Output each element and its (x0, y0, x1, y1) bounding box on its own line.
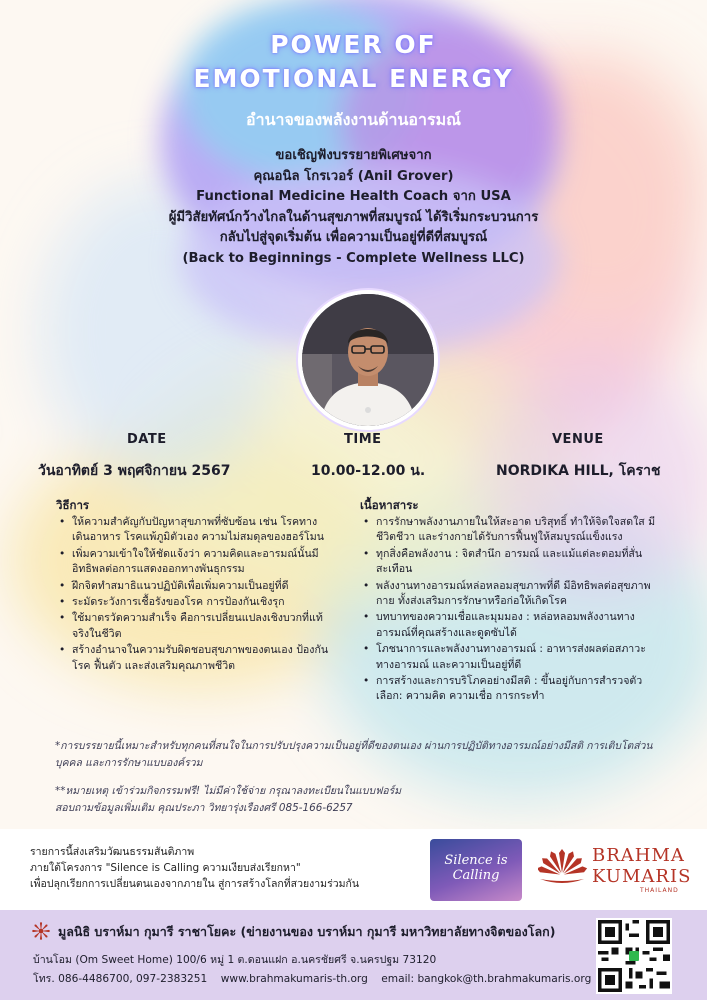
lotus-icon (32, 922, 50, 940)
intro-line: คุณอนิล โกรเวอร์ (Anil Grover) (253, 168, 454, 184)
logo-line: BRAHMA (592, 845, 685, 866)
venue-value: NORDIKA HILL, โคราช (496, 463, 661, 479)
methods-list (56, 515, 332, 675)
list-item: • พลังงานทางอารมณ์หล่อหลอมสุขภาพที่ดี มีอิทธิพลต่อสุขภาพกาย ทั้งส่งเสริมการรักษาหรือก่อให้เกิดโรค (360, 579, 660, 610)
list-item: • การรักษาพลังงานภายในให้สะอาด บริสุทธิ์ ทำให้จิตใจสดใส มีชีวิตชีวา และร่างกายได้รับการฟื้นฟูให้สมบูรณ์แข็งแรง (360, 515, 660, 546)
thumb-line: Silence is (444, 853, 508, 868)
brahma-kumaris-wordmark (592, 845, 691, 887)
sponsor-band (0, 829, 707, 910)
intro-line: Functional Medicine Health Coach จาก USA (196, 189, 511, 205)
list-item: • บทบาทของความเชื่อและมุมมอง : หล่อหลอมพลังงานทางอารมณ์ที่คุณสร้างและดูดซับได้ (360, 610, 660, 641)
contents-heading: เนื้อหาสาระ (360, 498, 419, 512)
speaker-portrait-image (302, 294, 434, 426)
footer-org-name: มูลนิธิ บราห์มา กุมารี ราชาโยคะ (ข่ายงานของ บราห์มา กุมารี มหาวิทยาลัยทางจิตของโลก) (58, 924, 556, 939)
speaker-photo (298, 290, 438, 430)
list-item: • ฝึกจิตทำสมาธิแนวปฏิบัติเพื่อเพิ่มความเป็นอยู่ที่ดี (56, 579, 332, 594)
intro-line: ขอเชิญฟังบรรยายพิเศษจาก (275, 148, 432, 163)
time-value: 10.00-12.00 น. (311, 463, 426, 479)
date-value: วันอาทิตย์ 3 พฤศจิกายน 2567 (38, 463, 231, 479)
footer-contact[interactable]: โทร. 086-4486700, 097-2383251 www.brahmakumaris-th.org email: bangkok@th.brahmakumaris.org (33, 973, 592, 985)
poster-title-line2: EMOTIONAL ENERGY (193, 64, 514, 93)
list-item: • โภชนาการและพลังงานทางอารมณ์ : อาหารส่งผลต่อสภาวะทางอารมณ์ และความเป็นอยู่ที่ดี (360, 642, 660, 673)
qr-code[interactable] (596, 918, 672, 994)
poster-title-line1: POWER OF (270, 30, 437, 59)
footer-address: บ้านโอม (Om Sweet Home) 100/6 หมู่ 1 ต.ดอนแฝก อ.นครชัยศรี จ.นครปฐม 73120 (33, 954, 437, 966)
audience-note: *การบรรยายนี้เหมาะสำหรับทุกคนที่สนใจในการปรับปรุงความเป็นอยู่ที่ดีของตนเอง ผ่านการปฏิบัติทางอารมณ์อย่างมีสติ การเติบโตส่วนบุคคล และการรักษาแบบองค์รวม (55, 740, 653, 769)
sponsor-text (30, 844, 359, 892)
intro-line: (Back to Beginnings - Complete Wellness LLC) (182, 250, 525, 266)
list-item: • การสร้างและการบริโภคอย่างมีสติ : ขึ้นอยู่กับการสำรวจตัวเลือก: ความคิด ความเชื่อ การกระทำ (360, 674, 660, 705)
list-item: • เพิ่มความเข้าใจให้ชัดแจ้งว่า ความคิดและอารมณ์นั้นมีอิทธิพลต่อการแสดงออกทางพันธุกรรม (56, 547, 332, 578)
silence-is-calling-image (430, 839, 522, 901)
list-item: • ทุกสิ่งคือพลังงาน : จิตสำนึก อารมณ์ และแม้แต่ละตอมที่สั่นสะเทือน (360, 547, 660, 578)
speaker-intro (60, 146, 647, 270)
list-item: • สร้างอำนาจในความรับผิดชอบสุขภาพของตนเอง ป้องกันโรค ฟื้นตัว และส่งเสริมคุณภาพชีวิต (56, 643, 332, 674)
intro-line: ผู้มีวิสัยทัศน์กว้างไกลในด้านสุขภาพที่สมบูรณ์ ได้ริเริ่มกระบวนการ (168, 209, 539, 225)
logo-country: THAILAND (640, 887, 679, 894)
sponsor-line: เพื่อปลุกเรียกการเปลี่ยนตนเองจากภายใน สู่การสร้างโลกที่สวยงามร่วมกัน (30, 878, 360, 890)
qr-code-image (598, 920, 670, 992)
time-label: TIME (344, 432, 382, 447)
list-item: • ใช้มาตรวัดความสำเร็จ คือการเปลี่ยนแปลงเชิงบวกที่แท้จริงในชีวิต (56, 611, 332, 642)
contents-list (360, 515, 660, 706)
intro-line: กลับไปสู่จุดเริ่มต้น เพื่อความเป็นอยู่ที่ดีที่สมบูรณ์ (219, 230, 488, 246)
free-entry-note: **หมายเหตุ เข้าร่วมกิจกรรมฟรี! ไม่มีค่าใช้จ่าย กรุณาลงทะเบียนในแบบฟอร์ม (55, 785, 402, 797)
sponsor-line: รายการนี้ส่งเสริมวัฒนธรรมสันติภาพ (30, 846, 195, 858)
poster-subtitle: อำนาจของพลังงานด้านอารมณ์ (245, 110, 462, 129)
inquiry-note: สอบถามข้อมูลเพิ่มเติม คุณประภา วิทยารุ่งเรืองศรี 085-166-6257 (55, 802, 353, 814)
list-item: • ให้ความสำคัญกับปัญหาสุขภาพที่ซับซ้อน เช่น โรคทางเดินอาหาร โรคแพ้ภูมิตัวเอง ความไม่สมดุลของฮอร์โมน (56, 515, 332, 546)
methods-heading: วิธีการ (56, 498, 90, 512)
sponsor-line: ภายใต้โครงการ "Silence is Calling ความเงียบส่งเรียกหา" (30, 862, 301, 874)
venue-label: VENUE (552, 432, 604, 447)
thumb-line: Calling (452, 868, 500, 883)
logo-line: KUMARIS (592, 866, 692, 887)
list-item: • ระมัดระวังการเชื้อรังของโรค การป้องกันเชิงรุก (56, 595, 332, 610)
footer (0, 910, 707, 1000)
date-label: DATE (127, 432, 167, 447)
